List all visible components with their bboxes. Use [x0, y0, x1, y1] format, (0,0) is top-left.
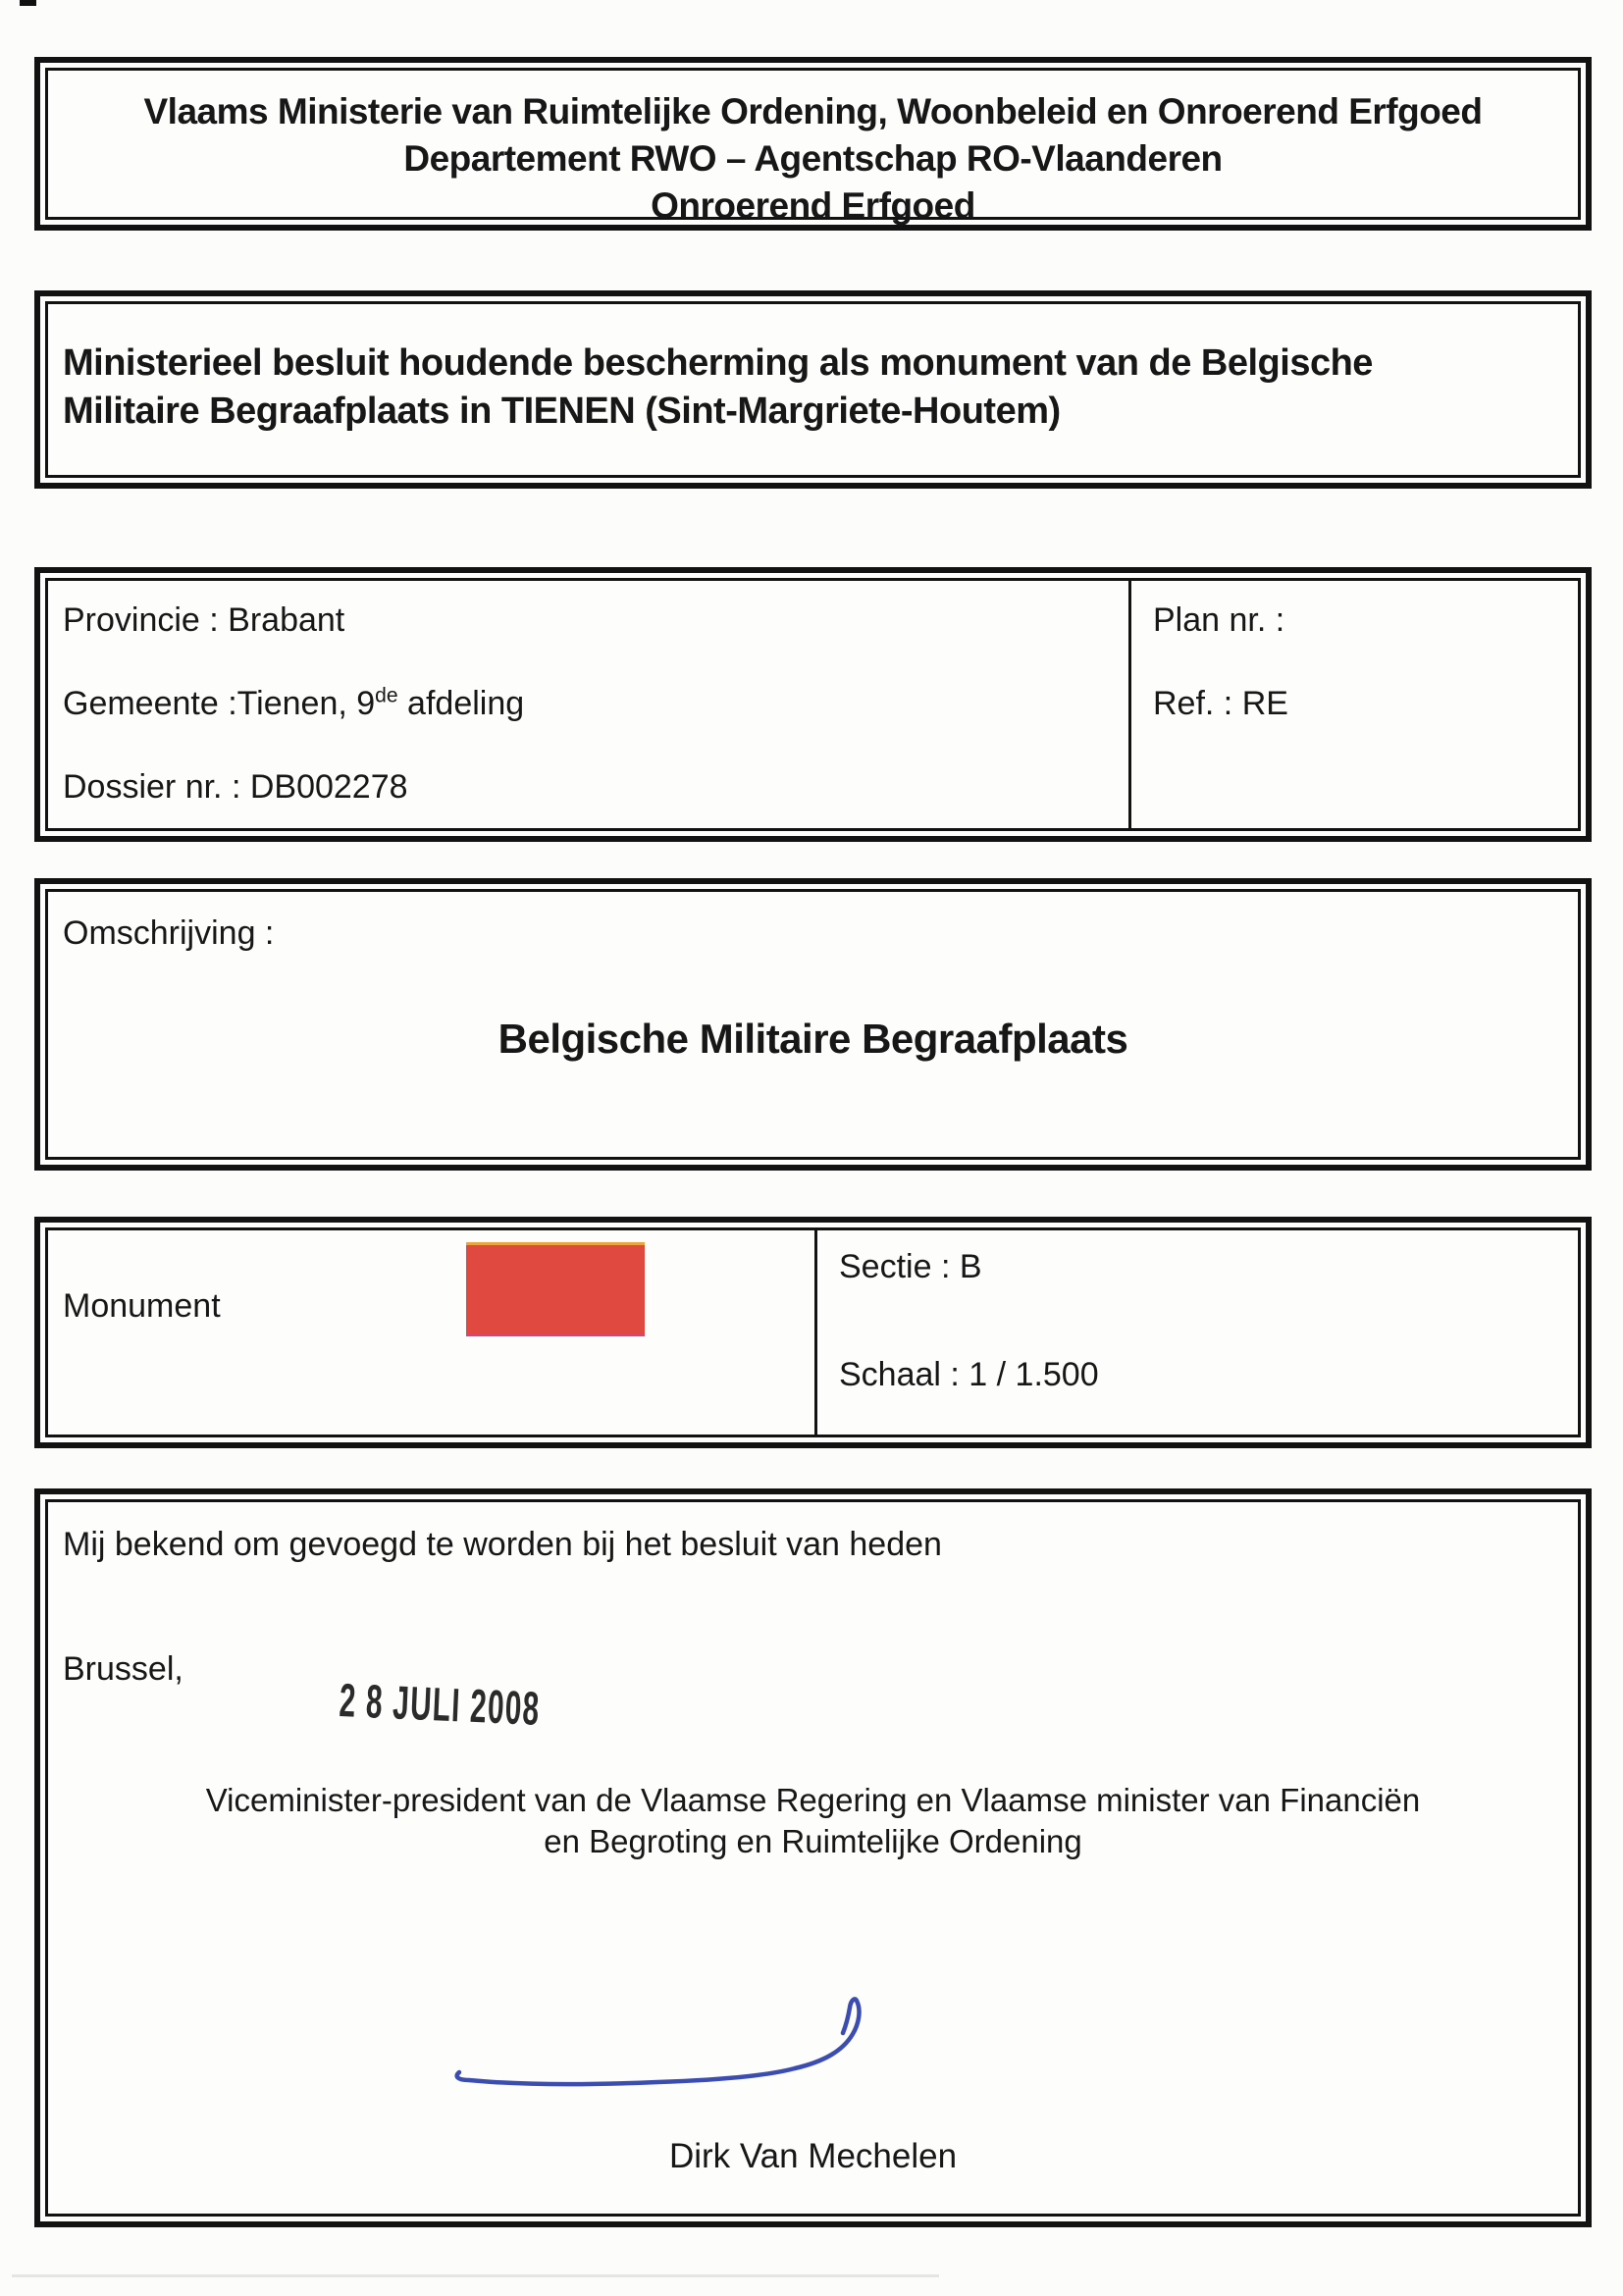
minister-title-text: Viceminister-president van de Vlaamse Regering en Vlaamse minister van Financiën en Begroting en Ruimtelijke Ordening [205, 1782, 1421, 1859]
ministry-header-box [34, 57, 1592, 231]
agency-line: Onroerend Erfgoed [651, 185, 975, 226]
gemeente-field [63, 684, 524, 723]
city-label: Brussel, [63, 1650, 183, 1688]
gemeente-suffix: afdeling [397, 685, 525, 722]
description-inner [45, 889, 1581, 1160]
gemeente-superscript: de [375, 684, 398, 707]
decree-title-text: Ministerieel besluit houdende bescherming als monument van de Belgische Militaire Begraafplaats in TIENEN (Sint-Margriete-Houtem) [63, 342, 1373, 432]
dossier-field: Dossier nr. : DB002278 [63, 768, 408, 806]
dossier-info-inner [45, 578, 1581, 831]
scan-faint-line [12, 2274, 939, 2277]
date-stamp: 2 8 JULI 2008 [338, 1674, 542, 1736]
legend-box [34, 1217, 1592, 1448]
signature-block-box [34, 1488, 1592, 2227]
department-line: Departement RWO – Agentschap RO-Vlaanderen [403, 138, 1223, 179]
decree-title-inner [45, 301, 1581, 478]
legend-inner [45, 1227, 1581, 1437]
plan-field: Plan nr. : [1153, 601, 1285, 639]
signer-name: Dirk Van Mechelen [668, 2137, 958, 2175]
signature-block-inner [45, 1499, 1581, 2217]
minister-title-block [48, 1780, 1578, 1862]
ref-field: Ref. : RE [1153, 685, 1288, 722]
signature-path [457, 1999, 860, 2084]
dossier-info-box [34, 567, 1592, 842]
monument-legend-swatch [466, 1242, 645, 1336]
monument-label: Monument [63, 1287, 221, 1325]
ministry-name-line: Vlaams Ministerie van Ruimtelijke Ordening, Woonbeleid en Onroerend Erfgoed [143, 91, 1483, 131]
description-label: Omschrijving : [63, 914, 275, 952]
description-title: Belgische Militaire Begraafplaats [497, 1016, 1128, 1062]
info-right-column [1153, 600, 1288, 767]
attestation-statement: Mij bekend om gevoegd te worden bij het besluit van heden [63, 1526, 942, 1563]
scan-corner-mark [20, 0, 36, 6]
info-column-divider [1128, 581, 1131, 828]
info-left-column [63, 600, 524, 851]
ministry-header-inner [45, 68, 1581, 226]
gemeente-prefix: Gemeente :Tienen, 9 [63, 685, 376, 722]
decree-title-box [34, 290, 1592, 489]
provincie-field: Provincie : Brabant [63, 601, 345, 639]
legend-column-divider [814, 1230, 817, 1435]
signature-stroke [451, 1994, 893, 2092]
sectie-field: Sectie : B [839, 1248, 982, 1285]
schaal-field: Schaal : 1 / 1.500 [839, 1356, 1099, 1393]
description-box [34, 878, 1592, 1171]
